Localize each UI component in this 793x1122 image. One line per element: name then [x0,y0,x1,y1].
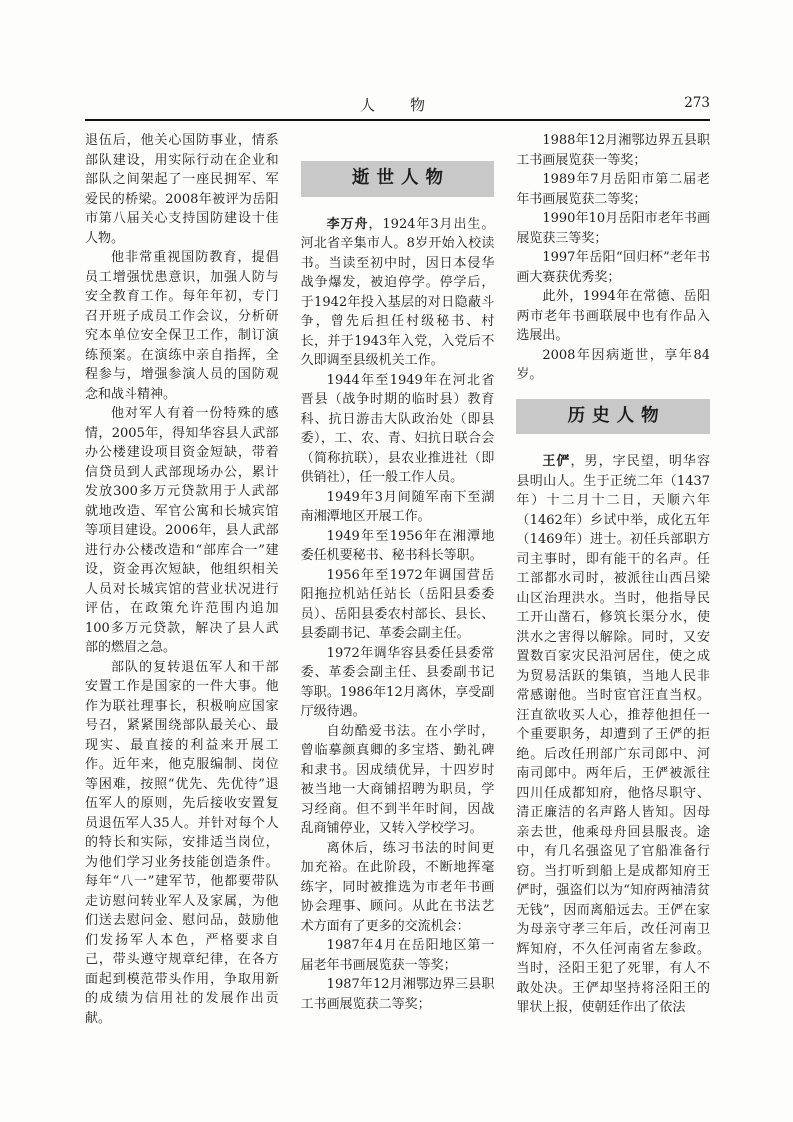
paragraph: 部队的复转退伍军人和干部安置工作是国家的一件大事。他作为联社理事长，积极响应国家号召，紧紧围绕部队最关心、最现实、最直接的利益来开展工作。近年来，他克服编制、岗位等困难，按照“优先、先优待”退伍军人的原则，先后接收安置复员退伍军人35人。并针对每个人的特长和实际，安排适当岗位，为他们学习业务技能创造条件。每年“八一”建军节，他都要带队走访慰问转业军人及家属，为他们送去慰问金、慰问品，鼓励他们发扬军人本色，严格要求自己，带头遵守规章纪律，在各方面起到模范带头作用，争取用新的成绩为信用社的发展作出贡献。 [85,659,279,1026]
page-number: 273 [684,95,710,111]
section-header-deceased: 逝世人物 [301,161,495,197]
entry-name: 李万舟 [326,216,369,232]
entry-text: ，1924年3月出生。河北省辛集市人。8岁开始入校读书。当读至初中时，因日本侵华战争爆发，被迫停学。停学后，于1942年投入基层的对日隐蔽斗争，曾先后担任村级秘书、村长，并于1943年入党，入党后不久即调至县级机关工作。 [300,216,495,368]
entry-text: ，男，字民望，明华容县明山人。生于正统二年（1437年）十二月十二日，天顺六年（1462年）乡试中举，成化五年（1469年）进士。初任兵部职方司主事时，即有能干的名声。任工部都水司时，被派往山西吕梁山区治理洪水。当时，他指导民工开山凿石，修筑长渠分水，使洪水之害得以解除。同时，又安置数百家灾民沿河居住，使之成为贸易活跃的集镇，当地人民非常感谢他。当时宦官汪直当权。汪直欲收买人心，推荐他担任一个重要职务，却遭到了王俨的拒绝。后改任刑部广东司郎中、河南司郎中。两年后，王俨被派往四川任成都知府，他恪尽职守、清正廉洁的名声路人皆知。因母亲去世，他乘母舟回县服丧。途中，有几名强盗见了官船准备行窃。当打听到船上是成都知府王俨时，强盗们以为“知府两袖清贫无钱”，因而离船远去。王俨在家为母亲守孝三年后，改任河南卫辉知府，不久任河南省左参政。当时，泾阳王犯了死罪，有人不敢处决。王俨却坚持将泾阳王的罪状上报，使朝廷作出了依法 [516,454,711,1015]
paragraph: 1972年调华容县委任县委常委、革委会副主任、县委副书记等职。1986年12月离休，享受副厅级待遇。 [300,645,495,719]
running-head: 人 物 [359,96,435,114]
paragraph: 自幼酷爱书法。在小学时，曾临摹颜真卿的多宝塔、勤礼碑和隶书。因成绩优异，十四岁时被当地一大商铺招聘为职员，学习经商。但不到半年时间，因战乱商铺停业，又转入学校学习。 [300,723,495,836]
paragraph: 2008年因病逝世，享年84岁。 [516,347,711,382]
paragraph: 离休后，练习书法的时间更加充裕。在此阶段，不断地挥毫练字，同时被推选为市老年书画协会理事、顾问。从此在书法艺术方面有了更多的交流机会： [300,840,495,934]
paragraph: 此外，1994年在常德、岳阳两市老年书画联展中也有作品入选展出。 [516,289,711,343]
paragraph: 1990年10月岳阳市老年书画展览获三等奖； [516,211,711,246]
entry-paragraph [301,215,495,371]
entry-name: 王俨 [542,454,571,469]
entry-paragraph [516,452,710,1018]
column-middle [301,131,495,1080]
page-header [85,94,710,116]
text-columns [85,131,710,1080]
paragraph: 他对军人有着一份特殊的感情，2005年，得知华容县人武部办公楼建设项目资金短缺，带着信贷员到人武部现场办公，累计发放300多万元贷款用于人武部就地改造、军官公寓和长城宾馆等项目建设。2006年，县人武部进行办公楼改造和“部库合一”建设，资金再次短缺，他组织相关人员对长城宾馆的营业状况进行评估，在政策允许范围内追加100多万元贷款，解决了县人武部的燃眉之急。 [85,406,279,655]
paragraph: 他非常重视国防教育，提倡员工增强忧患意识，加强人防与安全教育工作。每年年初，专门召开班子成员工作会议，分析研究本单位安全保卫工作，制订演练预案。在演练中亲自指挥，全程参与，增强参演人员的国防观念和战斗精神。 [85,250,279,402]
paragraph: 1988年12月湘鄂边界五县职工书画展览获一等奖； [516,133,711,168]
paragraph: 1949年3月间随军南下至湖南湘潭地区开展工作。 [300,489,495,524]
paragraph: 1944年至1949年在河北省晋县（战争时期的临时县）教育科、抗日游击大队政治处（即县委），工、农、青、妇抗日联合会（简称抗联），县农业推进社（即供销社），任一般工作人员。 [300,372,495,485]
column-left [85,131,279,1080]
paragraph: 退伍后，他关心国防事业，情系部队建设，用实际行动在企业和部队之间架起了一座民拥军、军爱民的桥梁。2008年被评为岳阳市第八届关心支持国防建设十佳人物。 [85,133,279,246]
paragraph: 1956年至1972年调国营岳阳拖拉机站任站长（岳阳县委委员）、岳阳县委农村部长、县长、县委副书记、革委会副主任。 [300,567,495,641]
paragraph: 1989年7月岳阳市第二届老年书画展览获二等奖； [516,172,711,207]
paragraph: 1987年12月湘鄂边界三县职工书画展览获二等奖； [300,977,495,1012]
paragraph: 1949年至1956年在湘潭地委任机要秘书、秘书科长等职。 [300,528,495,563]
paragraph: 1987年4月在岳阳地区第一届老年书画展览获一等奖； [300,938,495,973]
header-divider [85,119,710,121]
paragraph: 1997年岳阳“回归杯”老年书画大赛获优秀奖； [516,250,711,285]
column-right [516,131,710,1080]
section-header-historical: 历史人物 [516,399,710,435]
